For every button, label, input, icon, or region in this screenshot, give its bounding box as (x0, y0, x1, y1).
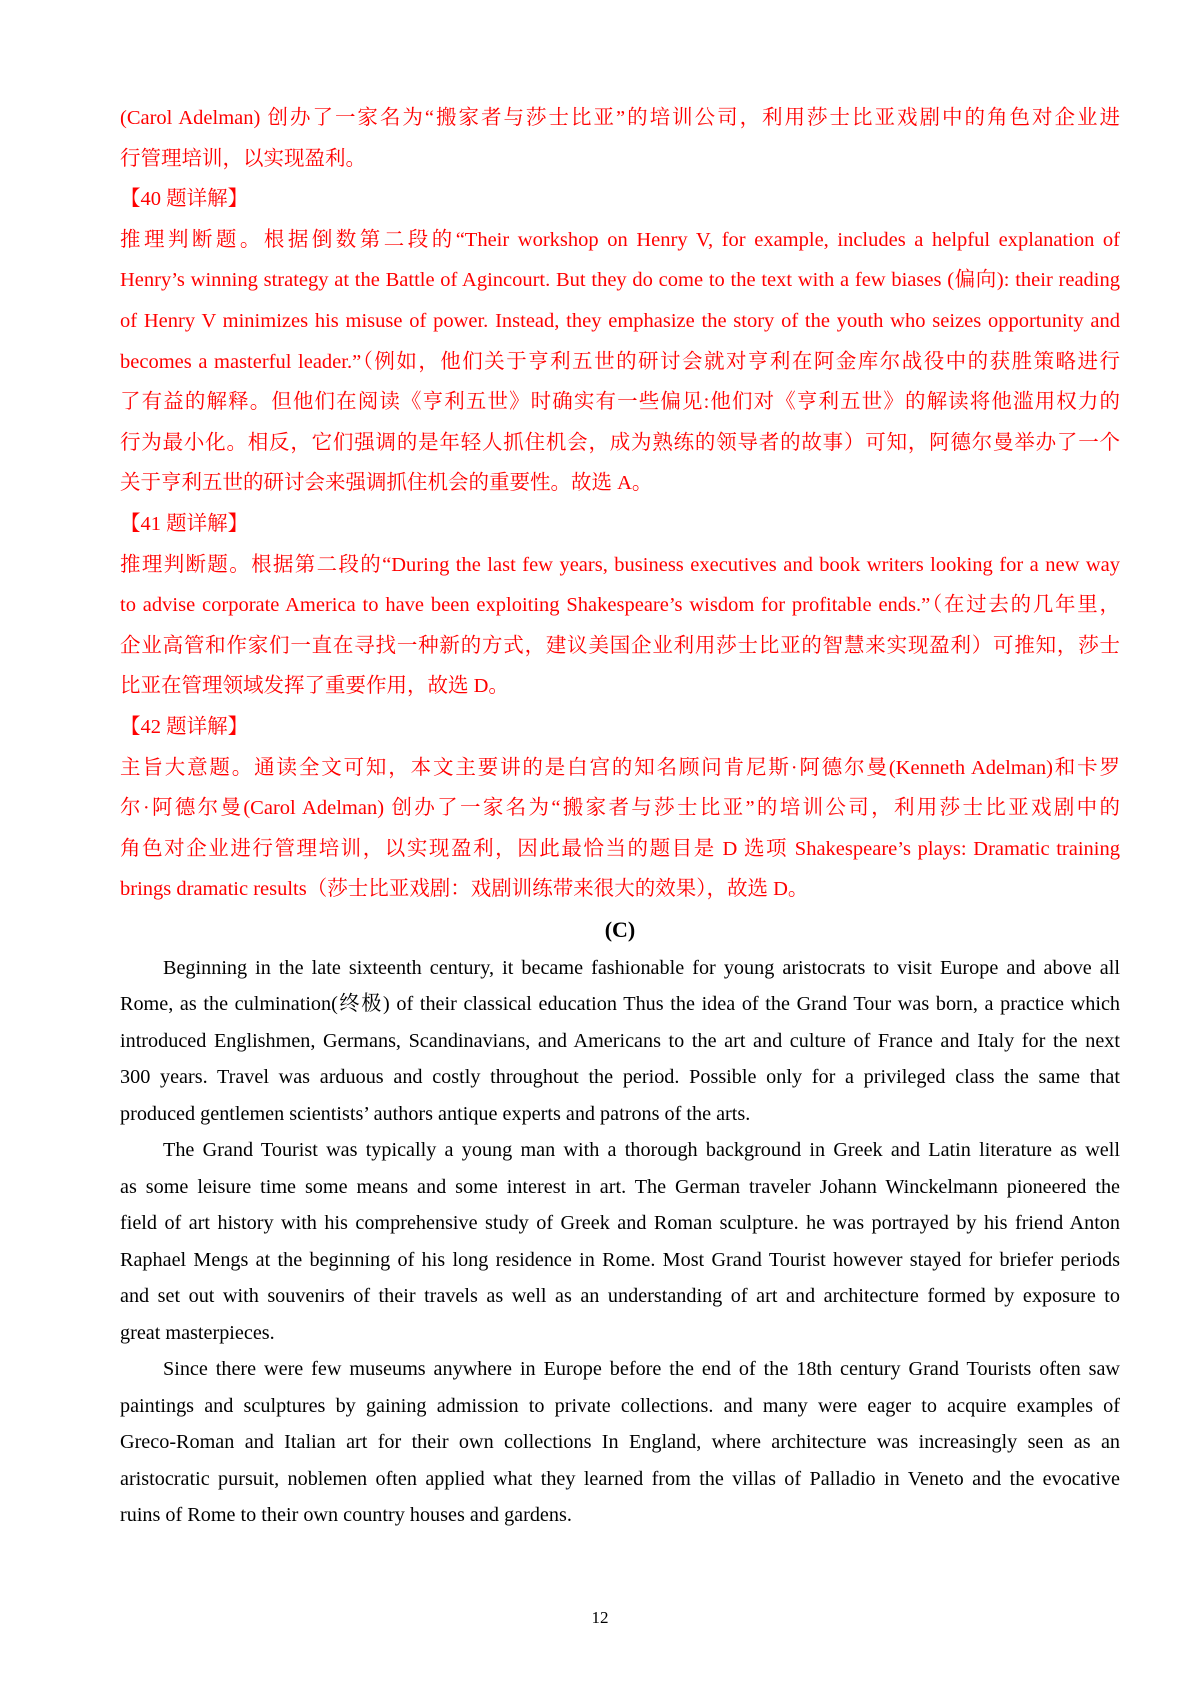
passage-line: Greco-Roman and Italian art for their own collections In England, where architecture was increasingly seen as an (120, 1431, 1120, 1454)
passage-line: Since there were few museums anywhere in Europe before the end of the 18th century Grand Tourists often saw (163, 1358, 1120, 1381)
q40-line: 推理判断题。根据倒数第二段的“Their workshop on Henry V, for example, includes a helpful explanation of (120, 228, 1120, 251)
q42-line: 主旨大意题。通读全文可知，本文主要讲的是白宫的知名顾问肯尼斯·阿德尔曼(Kenneth Adelman)和卡罗 (120, 756, 1120, 779)
passage-line: Rome, as the culmination(终极) of their classical education Thus the idea of the Grand Tour was born, a practice which (120, 993, 1120, 1016)
paragraph-1 (120, 950, 1120, 1133)
q41-heading: 【41 题详解】 (120, 512, 249, 535)
passage-c (120, 950, 1120, 1534)
q40-line: 行为最小化。相反，它们强调的是年轻人抓住机会，成为熟练的领导者的故事）可知，阿德尔曼举办了一个 (120, 431, 1120, 454)
passage-line: and set out with souvenirs of their travels as well as an understanding of art and architecture formed by exposure to (120, 1285, 1120, 1308)
answer-explanations (120, 98, 1120, 910)
q42-line: 角色对企业进行管理培训，以实现盈利，因此最恰当的题目是 D 选项 Shakespeare’s plays: Dramatic training (120, 837, 1120, 860)
q40-line: 了有益的解释。但他们在阅读《亨利五世》时确实有一些偏见:他们对《亨利五世》的解读将他滥用权力的 (120, 391, 1120, 414)
q41-line: 企业高管和作家们一直在寻找一种新的方式，建议美国企业利用莎士比亚的智慧来实现盈利）可推知，莎士 (120, 634, 1120, 657)
paragraph-2 (120, 1132, 1120, 1351)
q41-line: 比亚在管理领域发挥了重要作用，故选 D。 (120, 675, 509, 698)
passage-line: great masterpieces. (120, 1321, 275, 1344)
passage-line: ruins of Rome to their own country houses and gardens. (120, 1504, 572, 1527)
q40-line: becomes a masterful leader.”（例如，他们关于亨利五世的研讨会就对亨利在阿金库尔战役中的获胜策略进行 (120, 350, 1120, 373)
passage-line: paintings and sculptures by gaining admission to private collections. and many were eager to acquire examples of (120, 1394, 1120, 1417)
q40-line: Henry’s winning strategy at the Battle of Agincourt. But they do come to the text with a few biases (偏向): their reading (120, 269, 1120, 292)
passage-line: aristocratic pursuit, noblemen often applied what they learned from the villas of Palladio in Veneto and the evocative (120, 1467, 1120, 1490)
page-content (120, 98, 1120, 1534)
passage-line: Beginning in the late sixteenth century, it became fashionable for young aristocrats to visit Europe and above all (163, 956, 1120, 979)
q40-line: of Henry V minimizes his misuse of power. Instead, they emphasize the story of the youth who seizes opportunity and (120, 309, 1120, 332)
passage-line: produced gentlemen scientists’ authors antique experts and patrons of the arts. (120, 1102, 751, 1125)
passage-line: introduced Englishmen, Germans, Scandinavians, and Americans to the art and culture of France and Italy for the next (120, 1029, 1120, 1052)
q41-line: 推理判断题。根据第二段的“During the last few years, business executives and book writers looking for a new way (120, 553, 1120, 576)
section-title: (C) (604, 916, 636, 942)
q40-heading: 【40 题详解】 (120, 188, 249, 211)
q42-line: 尔·阿德尔曼(Carol Adelman) 创办了一家名为“搬家者与莎士比亚”的培训公司，利用莎士比亚戏剧中的 (120, 797, 1120, 820)
passage-line: 300 years. Travel was arduous and costly throughout the period. Possible only for a privileged class the same that (120, 1066, 1120, 1089)
q42-heading: 【42 题详解】 (120, 715, 249, 738)
passage-line: as some leisure time some means and some interest in art. The German traveler Johann Winckelmann pioneered the (120, 1175, 1120, 1198)
passage-line: The Grand Tourist was typically a young man with a thorough background in Greek and Latin literature as well (163, 1139, 1120, 1162)
page-number: 12 (591, 1608, 609, 1627)
intro-line: 行管理培训，以实现盈利。 (120, 147, 366, 170)
passage-line: Raphael Mengs at the beginning of his long residence in Rome. Most Grand Tourist however stayed for briefer periods (120, 1248, 1120, 1271)
intro-line: (Carol Adelman) 创办了一家名为“搬家者与莎士比亚”的培训公司，利用莎士比亚戏剧中的角色对企业进 (120, 107, 1120, 129)
q41-line: to advise corporate America to have been exploiting Shakespeare’s wisdom for profitable ends.”（在过去的几年里， (120, 594, 1120, 617)
q40-line: 关于亨利五世的研讨会来强调抓住机会的重要性。故选 A。 (120, 472, 653, 495)
paragraph-3 (120, 1351, 1120, 1534)
q42-line: brings dramatic results（莎士比亚戏剧：戏剧训练带来很大的效果），故选 D。 (120, 878, 809, 901)
passage-line: field of art history with his comprehensive study of Greek and Roman sculpture. he was portrayed by his friend Anton (120, 1212, 1120, 1235)
